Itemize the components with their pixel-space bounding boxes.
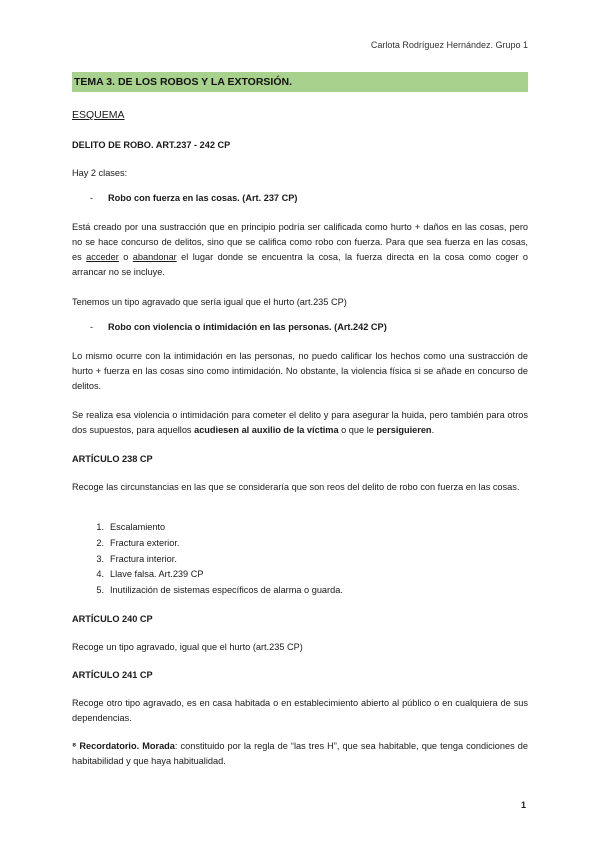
note-recordatorio: ⁸ Recordatorio. Morada: constituido por la regla de “las tres H”, que sea habitable, que tenga condiciones de habitabilidad y que haya habitualidad. [72, 741, 528, 766]
underlined-acceder: acceder [86, 252, 119, 262]
list-item-number: 4. [96, 569, 104, 579]
list-item: Escalamiento [110, 522, 166, 532]
list-item-number: 2. [96, 538, 104, 548]
note-mark: ⁸ [72, 741, 77, 751]
list-item-number: 1. [96, 522, 104, 532]
heading-articulo-238: ARTÍCULO 238 CP [72, 454, 153, 464]
heading-articulo-241: ARTÍCULO 241 CP [72, 670, 153, 680]
bullet-robo-fuerza: Robo con fuerza en las cosas. (Art. 237 CP) [108, 193, 298, 203]
list-item: Fractura interior. [110, 554, 177, 564]
page-header-author: Carlota Rodríguez Hernández. Grupo 1 [370, 40, 528, 50]
paragraph-intimidacion: Lo mismo ocurre con la intimidación en las personas, no puedo calificar los hechos como una sustracción de hurto + fuerza en las cosas sino como intimidación. No obstante, la violencia física si se añade en concurso de delitos. [72, 351, 528, 391]
list-item: Inutilización de sistemas específicos de alarma o guarda. [110, 585, 343, 595]
section-heading-robo: DELITO DE ROBO. ART.237 - 242 CP [72, 140, 231, 150]
list-item-number: 5. [96, 585, 104, 595]
list-item: Llave falsa. Art.239 CP [110, 569, 204, 579]
title-bar [72, 72, 528, 92]
bullet-dash: - [90, 322, 94, 332]
esquema-heading: ESQUEMA [72, 109, 125, 121]
page-number: 1 [520, 800, 526, 810]
paragraph-articulo-241: Recoge otro tipo agravado, es en casa habitada o en establecimiento abierto al público o en cualquiera de sus dependencias. [72, 698, 528, 723]
bullet-dash: - [90, 193, 94, 203]
section-intro: Hay 2 clases: [72, 168, 128, 178]
list-item-number: 3. [96, 554, 104, 564]
paragraph-tipo-agravado: Tenemos un tipo agravado que sería igual que el hurto (art.235 CP) [72, 297, 347, 307]
note-label: Recordatorio. Morada [79, 741, 175, 751]
bullet-robo-violencia: Robo con violencia o intimidación en las personas. (Art.242 CP) [108, 322, 387, 332]
paragraph-violencia-supuestos: Se realiza esa violencia o intimidación para cometer el delito y para asegurar la huida, pero también para otros dos supuestos, para aquellos acudiesen al auxilio de la víctima o que le persiguieren. [72, 410, 528, 435]
paragraph-robo-fuerza: Está creado por una sustracción que en principio podría ser calificada como hurto + daños en las cosas, pero no se hace concurso de delitos, sino que se califica como robo con fuerza. Para que sea fuerza en las cosas, es acceder o abandonar el lugar donde se encuentra la cosa, la fuerza directa en la cosa como coger o arrancar no se incluye. [72, 222, 528, 277]
heading-articulo-240: ARTÍCULO 240 CP [72, 614, 153, 624]
paragraph-articulo-240: Recoge un tipo agravado, igual que el hurto (art.235 CP) [72, 642, 303, 652]
paragraph-articulo-238: Recoge las circunstancias en las que se consideraría que son reos del delito de robo con fuerza en las cosas. [72, 482, 520, 492]
document-title: TEMA 3. DE LOS ROBOS Y LA EXTORSIÓN. [74, 76, 293, 88]
list-item: Fractura exterior. [110, 538, 180, 548]
underlined-abandonar: abandonar [132, 252, 177, 262]
